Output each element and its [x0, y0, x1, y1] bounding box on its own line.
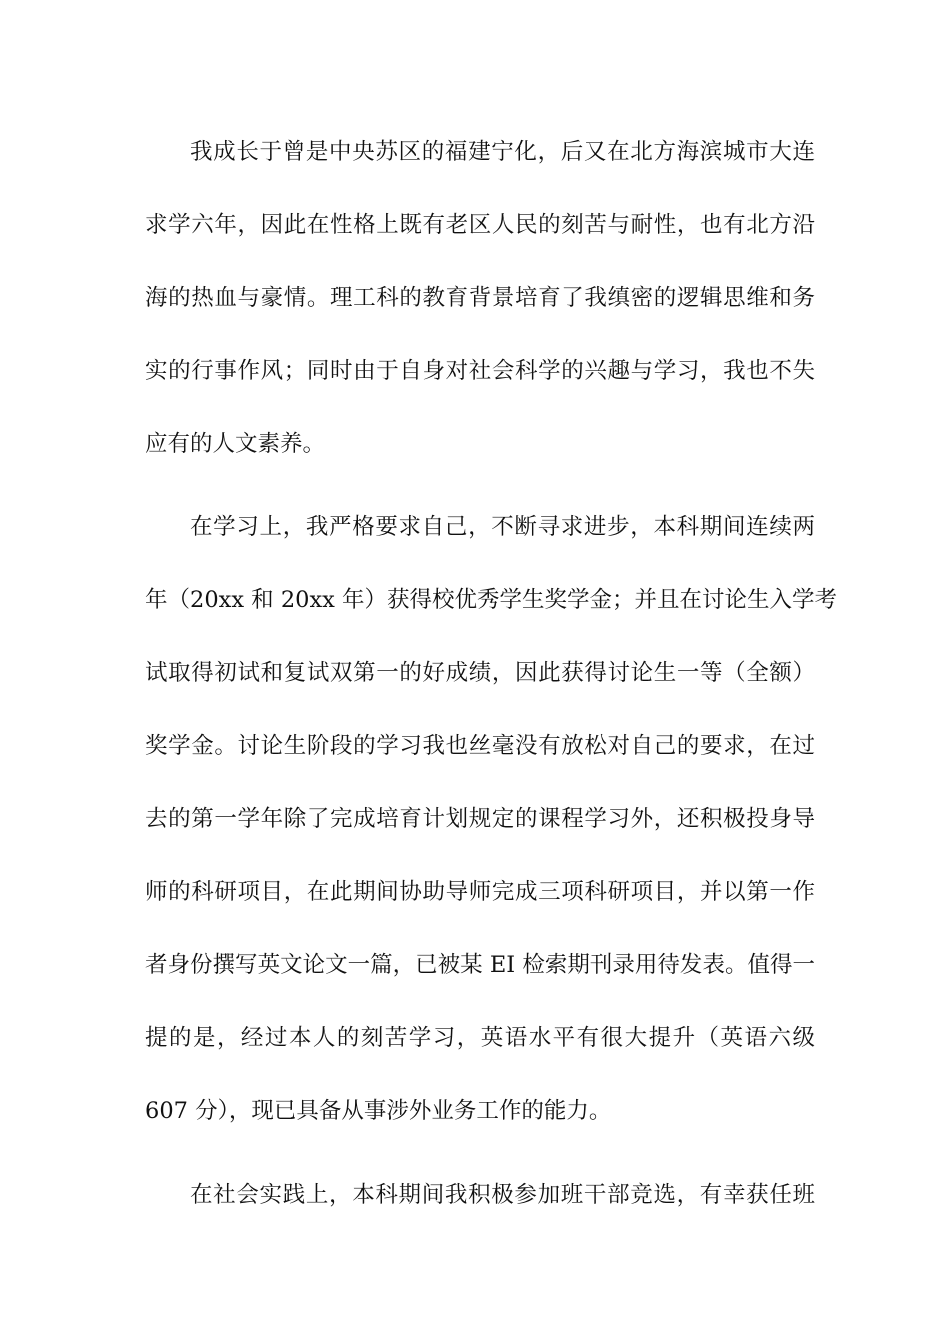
paragraph-3-line-1: 在社会实践上，本科期间我积极参加班干部竞选，有幸获任班 — [190, 1182, 815, 1208]
paragraph-2-line-3: 试取得初试和复试双第一的好成绩，因此获得讨论生一等（全额） — [145, 660, 815, 686]
paragraph-1-line-4: 实的行事作风；同时由于自身对社会科学的兴趣与学习，我也不失 — [145, 358, 815, 384]
paragraph-1-line-5: 应有的人文素养。 — [145, 431, 326, 457]
paragraph-1-line-2: 求学六年，因此在性格上既有老区人民的刻苦与耐性，也有北方沿 — [145, 212, 815, 238]
paragraph-2-line-5: 去的第一学年除了完成培育计划规定的课程学习外，还积极投身导 — [145, 806, 815, 832]
paragraph-2-line-8: 提的是，经过本人的刻苦学习，英语水平有很大提升（英语六级 — [145, 1025, 815, 1051]
paragraph-2-line-9: 607 分），现已具备从事涉外业务工作的能力。 — [145, 1098, 612, 1124]
paragraph-1-line-1: 我成长于曾是中央苏区的福建宁化，后又在北方海滨城市大连 — [190, 139, 815, 165]
paragraph-2-line-1: 在学习上，我严格要求自己，不断寻求进步，本科期间连续两 — [190, 514, 815, 540]
paragraph-2-line-7: 者身份撰写英文论文一篇，已被某 EI 检索期刊录用待发表。值得一 — [145, 952, 815, 978]
paragraph-2-line-6: 师的科研项目，在此期间协助导师完成三项科研项目，并以第一作 — [145, 879, 815, 905]
paragraph-2-line-4: 奖学金。讨论生阶段的学习我也丝毫没有放松对自己的要求，在过 — [145, 733, 815, 759]
paragraph-2-line-2: 年（20xx 和 20xx 年）获得校优秀学生奖学金；并且在讨论生入学考 — [145, 587, 837, 613]
paragraph-1-line-3: 海的热血与豪情。理工科的教育背景培育了我缜密的逻辑思维和务 — [145, 285, 815, 311]
